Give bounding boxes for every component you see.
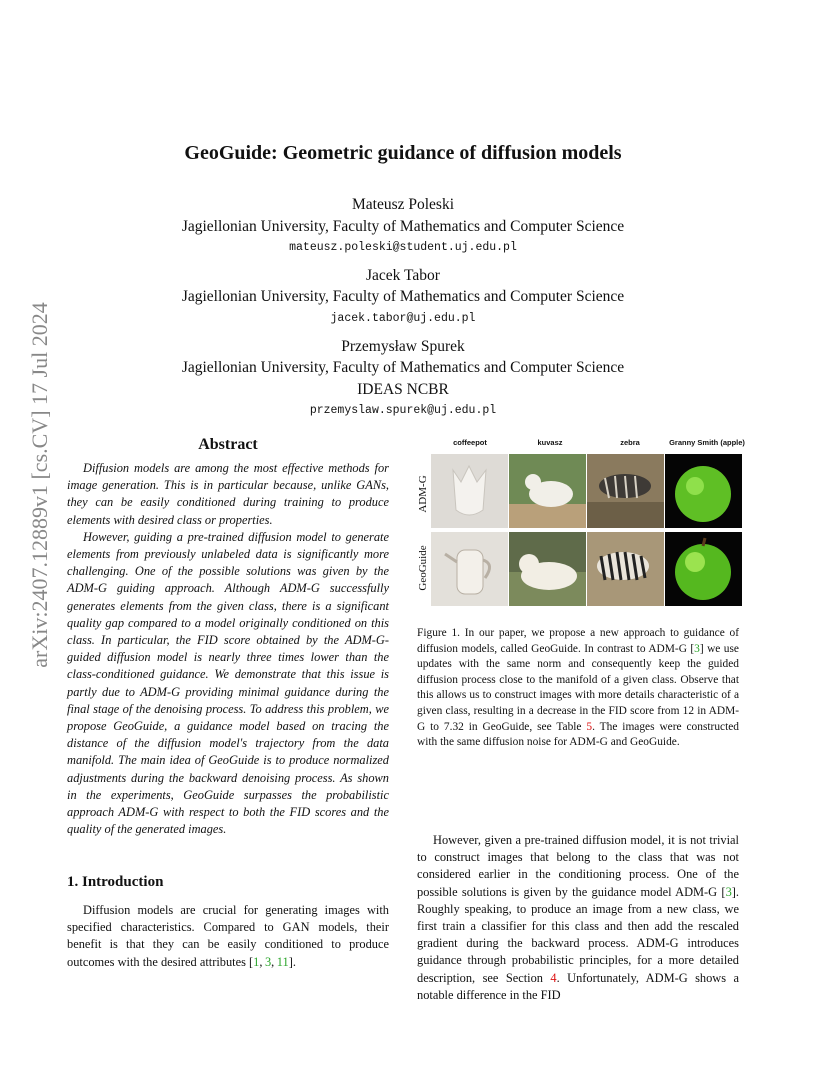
abstract-heading: Abstract — [198, 436, 258, 453]
section-heading: 1. Introduction — [67, 874, 164, 890]
author-email: jacek.tabor@uj.edu.pl — [330, 311, 476, 325]
body-text: ]. Roughly speaking, to produce an image from a new class, we first train a classifier for this class and then add the rescaled gradient during the backward process. ADM-G introduces guidance through probabilistic principles, for a more detailed description, see Section — [417, 884, 739, 985]
body-text: . Unfortunately, ADM-G shows a notable difference in the FID — [417, 970, 739, 1002]
section-link[interactable]: 4 — [550, 970, 557, 985]
citation-link[interactable]: 3 — [264, 954, 272, 969]
coffeepot-image — [431, 532, 508, 606]
figure-column-label: Granny Smith (apple) — [669, 438, 745, 447]
dog-image — [509, 532, 586, 606]
author-block — [0, 194, 806, 428]
paper-title: GeoGuide: Geometric guidance of diffusion models — [184, 142, 622, 164]
caption-text — [417, 626, 739, 751]
apple-image — [665, 454, 742, 528]
citation-link[interactable]: 1 — [253, 954, 260, 969]
author-affiliation: Jagiellonian University, Faculty of Mathematics and Computer Science — [181, 217, 625, 235]
abstract-paragraph: Diffusion models are among the most effective methods for image generation. This is in particular because, unlike GANs, they can be easily conditioned during training to produce elements with desired class or properties. — [67, 461, 389, 527]
body-text-right — [417, 832, 739, 1004]
figure-column-label: coffeepot — [453, 438, 487, 447]
caption-segment: . The images were constructed with the same diffusion noise for ADM-G and GeoGuide. — [417, 720, 740, 749]
body-text: Diffusion models are crucial for generating images with specified characteristics. Compared to GAN models, their benefit is that they can be easily conditioned to produce outcomes with the desired attributes [ — [67, 903, 389, 969]
citation-link[interactable]: 3 — [725, 884, 732, 899]
figure-row-label: GeoGuide — [417, 545, 429, 591]
body-paragraph — [417, 832, 739, 1004]
caption-segment: Figure 1. In our paper, we propose a new approach to guidance of diffusion models, called GeoGuide. In contrast to ADM-G [ — [417, 627, 739, 655]
coffeepot-image — [431, 454, 508, 528]
apple-image — [665, 532, 742, 606]
author-name: Mateusz Poleski — [351, 196, 455, 213]
author-affiliation: Jagiellonian University, Faculty of Mathematics and Computer Science — [181, 288, 625, 306]
dog-image — [509, 454, 586, 528]
citation-link[interactable]: 11 — [276, 954, 289, 969]
caption-segment: ] we use updates with the same norm and consequently keep the guided diffusion process close to the manifold of a given class. Observe that this allows us to construct images with more details characteristic of a given class, resulting in a decrease in the FID score from 12 in ADM-G to 7.32 in GeoGuide, see Table — [417, 642, 739, 733]
figure-column-label: zebra — [620, 438, 640, 447]
table-link[interactable]: 5 — [586, 720, 593, 733]
figure-1 — [415, 438, 745, 608]
author-email: mateusz.poleski@student.uj.edu.pl — [289, 241, 517, 255]
abstract-text — [67, 460, 389, 838]
author-affiliation: IDEAS NCBR — [357, 380, 449, 398]
zebra-image — [587, 454, 664, 528]
citation-link[interactable]: 3 — [694, 642, 700, 655]
figure-row-label: ADM-G — [417, 475, 429, 513]
body-text: ]. — [288, 954, 296, 969]
author-email: przemyslaw.spurek@uj.edu.pl — [309, 404, 497, 418]
arxiv-identifier: arXiv:2407.12889v1 [cs.CV] 17 Jul 2024 — [27, 302, 52, 668]
author-name: Jacek Tabor — [366, 266, 440, 284]
zebra-image — [587, 532, 664, 606]
intro-paragraph: Diffusion models are crucial for generating images with specified characteristics. Compared to GAN models, their benefit is that they can be easily conditioned to produce outcomes with the desired attributes [1, 3, 11]. — [67, 903, 389, 969]
author-affiliation: Jagiellonian University, Faculty of Mathematics and Computer Science — [181, 359, 625, 377]
body-text: However, given a pre-trained diffusion model, it is not trivial to construct images that belong to the class that was not considered earlier in the conditioning process. One of the possible solutions is given by the guidance model ADM-G [ — [417, 833, 739, 899]
figure-column-label: kuvasz — [537, 438, 563, 447]
abstract-paragraph: However, guiding a pre-trained diffusion model to generate elements from previously unlabeled data is significantly more challenging. One of the possible solutions was given by the ADM-G guiding approach. Although ADM-G successfully generates elements from the given class, there is a significant quality gap compared to a model originally conditioned on this class. In particular, the FID score obtained by the ADM-G-guided diffusion model is nearly three times lower than the class-conditioned guidance. We demonstrate that this issue is partly due to ADM-G providing minimal guidance during the final stage of the denoising process. To address this problem, we propose GeoGuide, a guidance model based on tracing the distance of the diffusion model's trajectory from the data manifold. The main idea of GeoGuide is to produce normalized adjustments during the backward denoising process. As shown in the experiments, GeoGuide surpasses the probabilistic approach ADM-G with respect to both the FID scores and the quality of the generated images. — [67, 529, 389, 837]
intro-text — [67, 902, 389, 971]
author-name: Przemysław Spurek — [341, 337, 465, 355]
figure-caption — [417, 626, 739, 751]
